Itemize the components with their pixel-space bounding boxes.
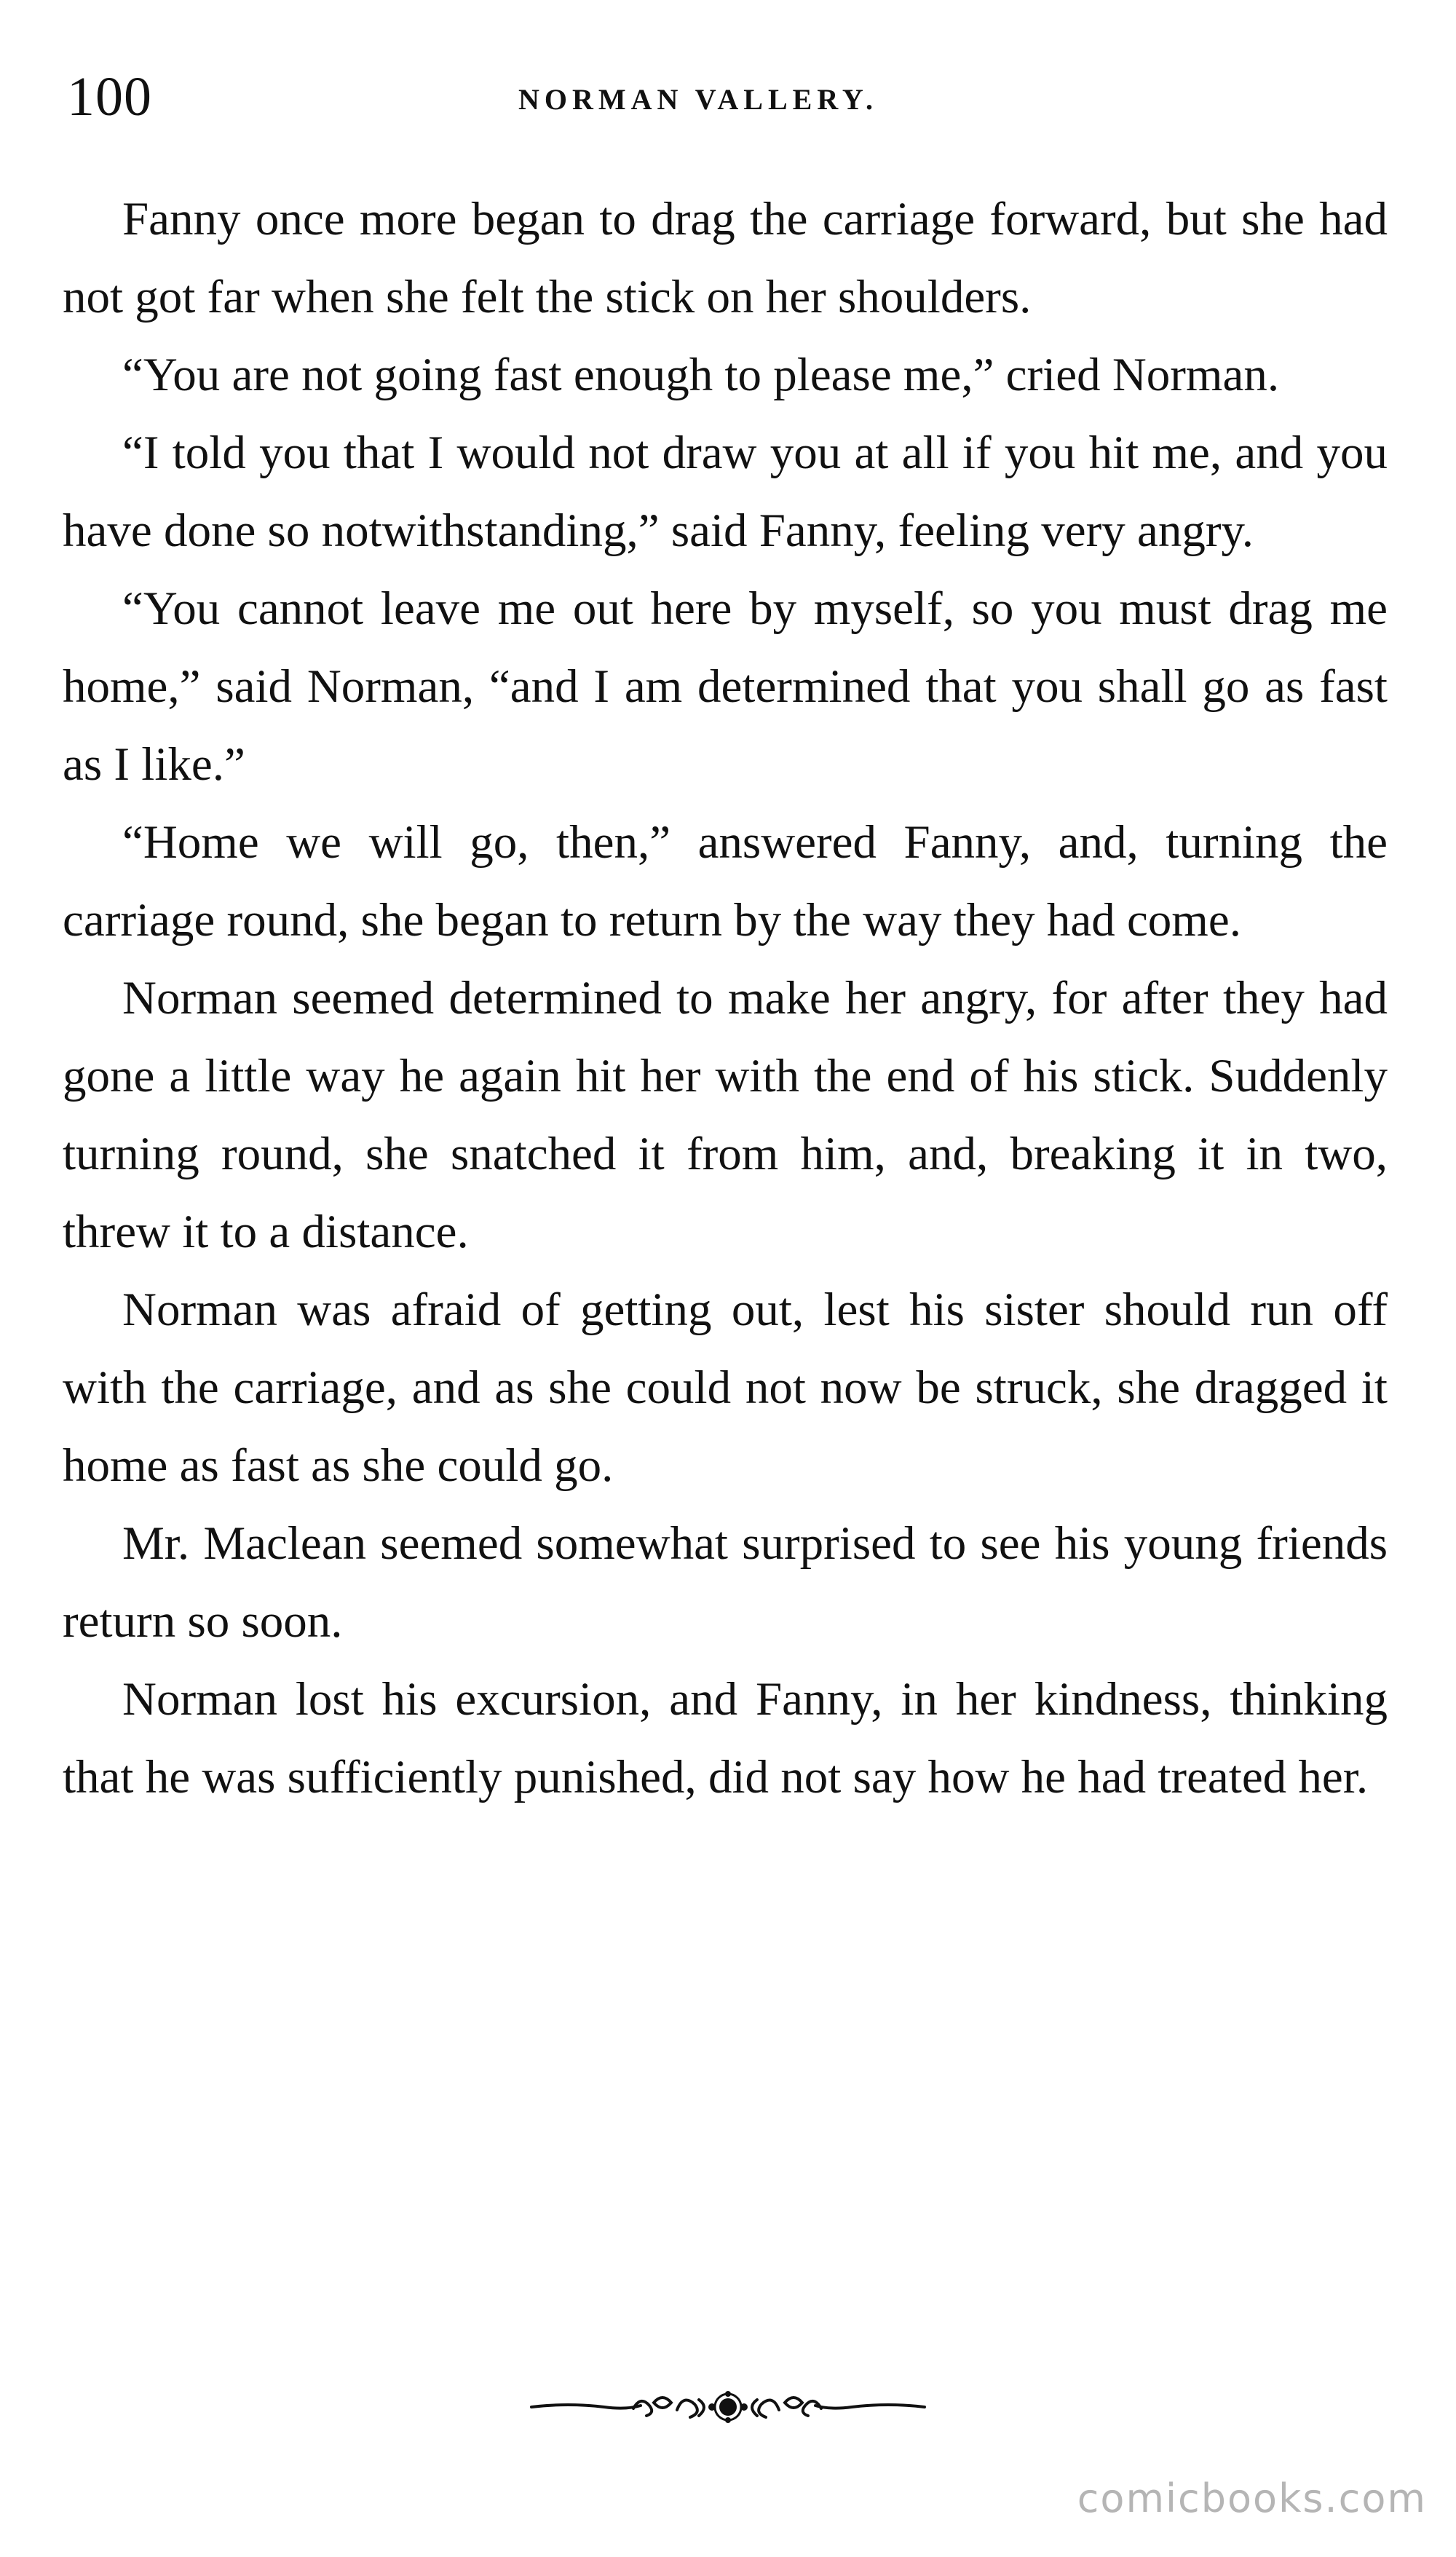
paragraph: Norman lost his excursion, and Fanny, in her kindness, thinking that he was sufficiently punished, did not say how he had treated her. — [63, 1673, 1388, 1803]
watermark: comicbooks.com — [1077, 2475, 1427, 2521]
paragraph: Norman was afraid of getting out, lest his sister should run off with the carriage, and as she could not now be struck, she dragged it home as fast as she could go. — [63, 1284, 1388, 1492]
paragraph: “I told you that I would not draw you at all if you hit me, and you have done so notwithstanding,” said Fanny, feeling very angry. — [63, 427, 1388, 557]
paragraph: Fanny once more began to drag the carriage forward, but she had not got far when she felt the stick on her shoulders. — [63, 193, 1388, 323]
running-title: NORMAN VALLERY. — [518, 83, 879, 116]
paragraph: “You are not going fast enough to please me,” cried Norman. — [122, 349, 1280, 401]
paragraph: Norman seemed determined to make her angry, for after they had gone a little way he again hit her with the end of his stick. Suddenly turning round, she snatched it from him, and, breaking it in two, threw it to a distance. — [63, 972, 1388, 1258]
page-header — [67, 64, 1399, 130]
tailpiece-ornament-icon — [524, 2381, 932, 2432]
page-number: 100 — [67, 66, 152, 127]
paragraph: Mr. Maclean seemed somewhat surprised to see his young friends return so soon. — [63, 1517, 1388, 1648]
paragraph: “Home we will go, then,” answered Fanny, and, turning the carriage round, she began to return by the way they had come. — [63, 816, 1388, 946]
paragraph: “You cannot leave me out here by myself, so you must drag me home,” said Norman, “and I am determined that you shall go as fast as I like.” — [63, 582, 1388, 791]
body-text — [63, 181, 1388, 1817]
